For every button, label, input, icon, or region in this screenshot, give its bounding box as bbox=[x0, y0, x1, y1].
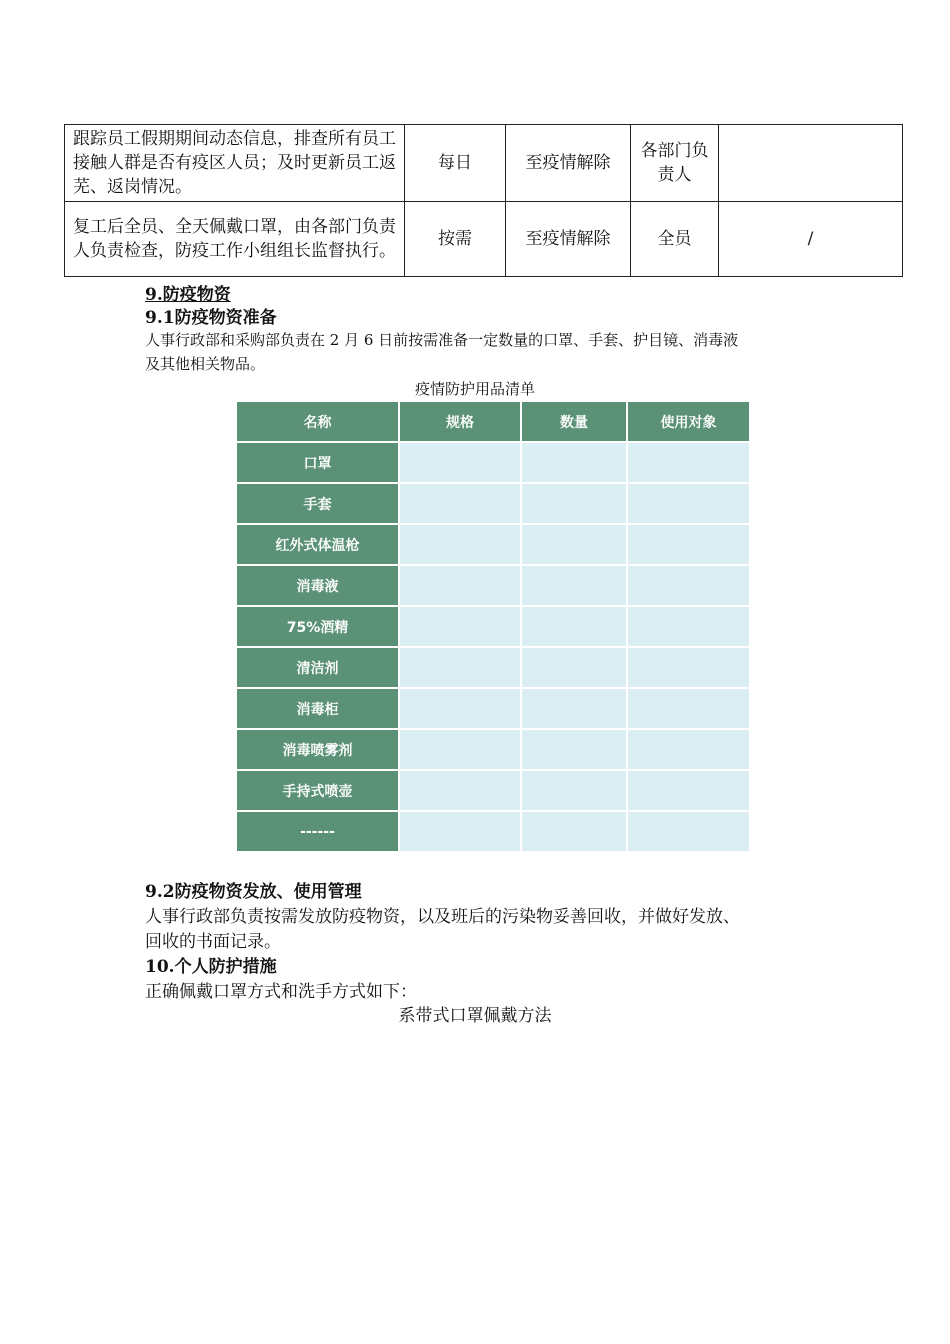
task-frequency: 按需 bbox=[405, 202, 506, 277]
supply-table-caption: 疫情防护用品清单 bbox=[414, 380, 535, 398]
supply-row bbox=[237, 484, 749, 523]
supply-row bbox=[237, 812, 749, 851]
supply-target-cell bbox=[628, 689, 749, 728]
supply-spec-cell bbox=[400, 443, 520, 482]
supply-quantity-cell bbox=[522, 443, 626, 482]
task-description: 复工后全员、全天佩戴口罩，由各部门负责人负责检查，防疫工作小组组长监督执行。 bbox=[65, 202, 405, 277]
task-owner: 各部门负责人 bbox=[631, 125, 719, 202]
supply-item-name: 手持式喷壶 bbox=[237, 771, 398, 810]
task-note bbox=[719, 125, 903, 202]
task-table bbox=[64, 124, 903, 277]
supply-quantity-cell bbox=[522, 730, 626, 769]
supply-header-row bbox=[237, 402, 749, 441]
section-10-heading: 10.个人防护措施 bbox=[145, 957, 277, 977]
supply-spec-cell bbox=[400, 689, 520, 728]
header-name: 名称 bbox=[237, 402, 398, 441]
header-quantity: 数量 bbox=[522, 402, 626, 441]
supply-item-name: 75%酒精 bbox=[237, 607, 398, 646]
task-row bbox=[65, 202, 903, 277]
section-9-2-text-line1: 人事行政部负责按需发放防疫物资，以及班后的污染物妥善回收，并做好发放、 bbox=[145, 907, 740, 927]
supply-item-name: 手套 bbox=[237, 484, 398, 523]
section-9-1-heading: 9.1防疫物资准备 bbox=[145, 308, 277, 328]
supply-item-name: 消毒液 bbox=[237, 566, 398, 605]
supply-target-cell bbox=[628, 443, 749, 482]
supply-quantity-cell bbox=[522, 648, 626, 687]
supply-target-cell bbox=[628, 648, 749, 687]
supply-row bbox=[237, 566, 749, 605]
section-9-heading: 9.防疫物资 bbox=[145, 285, 231, 305]
supply-spec-cell bbox=[400, 812, 520, 851]
supply-target-cell bbox=[628, 525, 749, 564]
supply-spec-cell bbox=[400, 607, 520, 646]
task-period: 至疫情解除 bbox=[506, 202, 631, 277]
task-frequency: 每日 bbox=[405, 125, 506, 202]
supply-row bbox=[237, 648, 749, 687]
supply-item-name: 红外式体温枪 bbox=[237, 525, 398, 564]
supply-target-cell bbox=[628, 771, 749, 810]
section-10-text: 正确佩戴口罩方式和洗手方式如下： bbox=[145, 982, 417, 1002]
header-spec: 规格 bbox=[400, 402, 520, 441]
supply-spec-cell bbox=[400, 771, 520, 810]
supply-quantity-cell bbox=[522, 607, 626, 646]
supply-row bbox=[237, 607, 749, 646]
supply-item-name: 消毒柜 bbox=[237, 689, 398, 728]
task-row bbox=[65, 125, 903, 202]
supply-row bbox=[237, 730, 749, 769]
supply-row bbox=[237, 525, 749, 564]
task-owner: 全员 bbox=[631, 202, 719, 277]
supply-spec-cell bbox=[400, 484, 520, 523]
header-target: 使用对象 bbox=[628, 402, 749, 441]
supply-item-name: 消毒喷雾剂 bbox=[237, 730, 398, 769]
task-period: 至疫情解除 bbox=[506, 125, 631, 202]
supply-quantity-cell bbox=[522, 484, 626, 523]
mask-method-caption: 系带式口罩佩戴方法 bbox=[398, 1006, 552, 1026]
section-9-2-text-line2: 回收的书面记录。 bbox=[145, 932, 281, 952]
supply-spec-cell bbox=[400, 566, 520, 605]
supply-spec-cell bbox=[400, 730, 520, 769]
supply-target-cell bbox=[628, 812, 749, 851]
supply-item-name: 口罩 bbox=[237, 443, 398, 482]
task-description: 跟踪员工假期期间动态信息，排查所有员工接触人群是否有疫区人员；及时更新员工返芜、返岗情况。 bbox=[65, 125, 405, 202]
section-9-1-text-line2: 及其他相关物品。 bbox=[145, 355, 266, 373]
supply-target-cell bbox=[628, 730, 749, 769]
supply-quantity-cell bbox=[522, 566, 626, 605]
supply-quantity-cell bbox=[522, 812, 626, 851]
supply-quantity-cell bbox=[522, 689, 626, 728]
supply-target-cell bbox=[628, 484, 749, 523]
supply-item-name: ------ bbox=[237, 812, 398, 851]
supply-spec-cell bbox=[400, 648, 520, 687]
section-9-2-heading: 9.2防疫物资发放、使用管理 bbox=[145, 882, 362, 902]
supply-spec-cell bbox=[400, 525, 520, 564]
supply-quantity-cell bbox=[522, 525, 626, 564]
supply-row bbox=[237, 689, 749, 728]
section-9-1-text-line1: 人事行政部和采购部负责在 2 月 6 日前按需准备一定数量的口罩、手套、护目镜、消毒液 bbox=[145, 331, 739, 349]
task-note: / bbox=[719, 202, 903, 277]
supply-row bbox=[237, 771, 749, 810]
supply-table bbox=[235, 400, 751, 853]
supply-quantity-cell bbox=[522, 771, 626, 810]
supply-item-name: 清洁剂 bbox=[237, 648, 398, 687]
supply-row bbox=[237, 443, 749, 482]
supply-target-cell bbox=[628, 566, 749, 605]
supply-target-cell bbox=[628, 607, 749, 646]
